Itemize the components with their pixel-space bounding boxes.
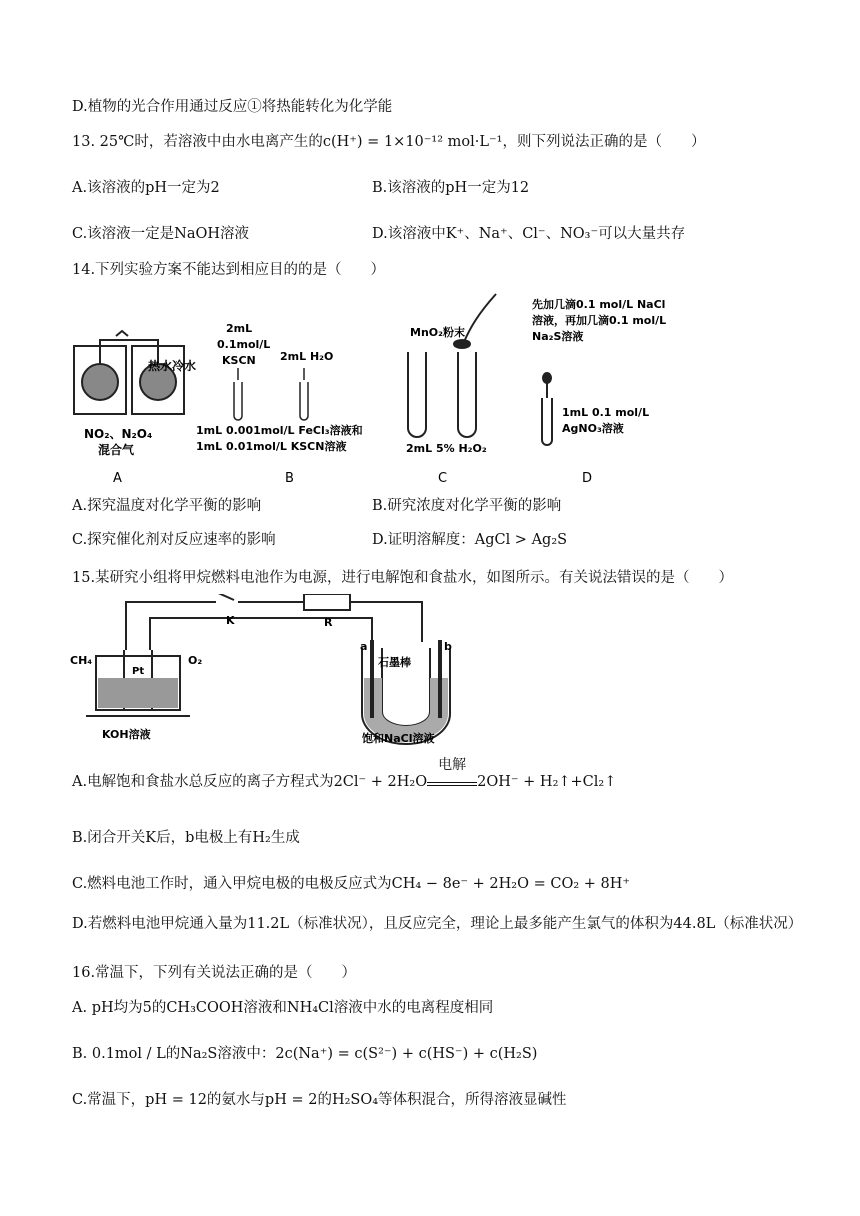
q16-option-c: C.常温下，pH = 12的氨水与pH = 2的H₂SO₄等体积混合，所得溶液显碱性 [72,1092,567,1108]
q14-option-a: A.探究温度对化学平衡的影响 [72,498,262,514]
q14-stem: 14.下列实验方案不能达到相应目的的是（ ） [72,262,386,278]
figure-d-apparatus [542,373,552,445]
gas-label-1: NO₂、N₂O₄ [84,427,153,441]
o2-label: O₂ [188,654,203,667]
figure-b-letter: B [285,471,294,486]
d-text-line2: 溶液，再加几滴0.1 mol/L [532,314,667,327]
electrolysis-label: 电解 [438,757,467,773]
gas-label-2: 混合气 [98,443,135,457]
q12-option-d: D.植物的光合作用通过反应①将热能转化为化学能 [72,99,393,115]
q16-option-b: B. 0.1mol / L的Na₂S溶液中：2c(Na⁺) = c(S²⁻) + c(HS⁻) + c(H₂S) [72,1046,538,1062]
koh-electrolyte [98,678,178,708]
hot-water-label: 热水 [148,359,173,373]
pt-label: Pt [132,666,145,677]
b-reagent-line3: KSCN [222,354,256,367]
figure-d-letter: D [582,471,593,486]
electrolysis-condition [427,757,477,786]
q14-option-d: D.证明溶解度：AgCl > Ag₂S [372,532,568,548]
nacl-label: 饱和NaCl溶液 [362,732,435,745]
q13-option-b: B.该溶液的pH一定为12 [372,180,530,196]
q15a-equation-right: 2OH⁻ + H₂↑+Cl₂↑ [477,774,617,790]
b-solution-line2: 1mL 0.01mol/L KSCN溶液 [196,440,347,453]
koh-label: KOH溶液 [102,728,151,741]
resistor-r-label: R [324,616,333,629]
cold-water-label: 冷水 [172,359,197,373]
q13-option-a: A.该溶液的pH一定为2 [72,180,220,196]
d-solution-line2: AgNO₃溶液 [562,422,624,435]
q15-option-b: B.闭合开关K后，b电极上有H₂生成 [72,830,300,846]
q15-option-d: D.若燃料电池甲烷通入量为11.2L（标准状况），且反应完全，理论上最多能产生氯气的体积为44.8L（标准状况） [72,916,803,932]
switch-k-label: K [226,614,235,627]
ch4-label: CH₄ [70,654,93,667]
q16-option-a: A. pH均为5的CH₃COOH溶液和NH₄Cl溶液中水的电离程度相同 [72,1000,494,1016]
figure-c-letter: C [438,471,448,486]
q13-option-c: C.该溶液一定是NaOH溶液 [72,226,250,242]
q15a-equation-left: A.电解饱和食盐水总反应的离子方程式为2Cl⁻ + 2H₂O [72,774,428,790]
q14-option-c: C.探究催化剂对反应速率的影响 [72,532,276,548]
electrode-a-label: a [360,640,368,653]
d-solution-line1: 1mL 0.1 mol/L [562,406,650,419]
q13-option-d: D.该溶液中K⁺、Na⁺、Cl⁻、NO₃⁻可以大量共存 [372,226,686,242]
electrode-b-label: b [444,640,452,653]
q16-stem: 16.常温下，下列有关说法正确的是（ ） [72,965,357,981]
q15-option-a [72,757,617,792]
b-water-label: 2mL H₂O [280,350,334,363]
figure-a-letter: A [113,471,122,486]
q15-option-c: C.燃料电池工作时，通入甲烷电极的电极反应式为CH₄ − 8e⁻ + 2H₂O = CO₂ + 8H⁺ [72,876,631,892]
b-solution-line1: 1mL 0.001mol/L FeCl₃溶液和 [196,424,363,437]
q13-stem: 13. 25℃时，若溶液中由水电离产生的c(H⁺) = 1×10⁻¹² mol·L⁻¹，则下列说法正确的是（ ） [72,134,706,150]
q14-figure [60,288,700,488]
q14-option-b: B.研究浓度对化学平衡的影响 [372,498,562,514]
d-text-line1: 先加几滴0.1 mol/L NaCl [532,298,666,311]
d-text-line3: Na₂S溶液 [532,330,584,343]
b-reagent-line2: 0.1mol/L [217,338,271,351]
q15-figure [66,594,466,754]
q15-stem: 15.某研究小组将甲烷燃料电池作为电源，进行电解饱和食盐水，如图所示。有关说法错误的是（ ） [72,570,734,586]
graphite-label: 石墨棒 [378,656,411,669]
b-reagent-line1: 2mL [226,322,253,335]
figure-b-apparatus [234,368,308,420]
c-h2o2-label: 2mL 5% H₂O₂ [406,442,487,455]
figure-c-apparatus [408,294,496,437]
c-powder-label: MnO₂粉末 [410,326,465,339]
